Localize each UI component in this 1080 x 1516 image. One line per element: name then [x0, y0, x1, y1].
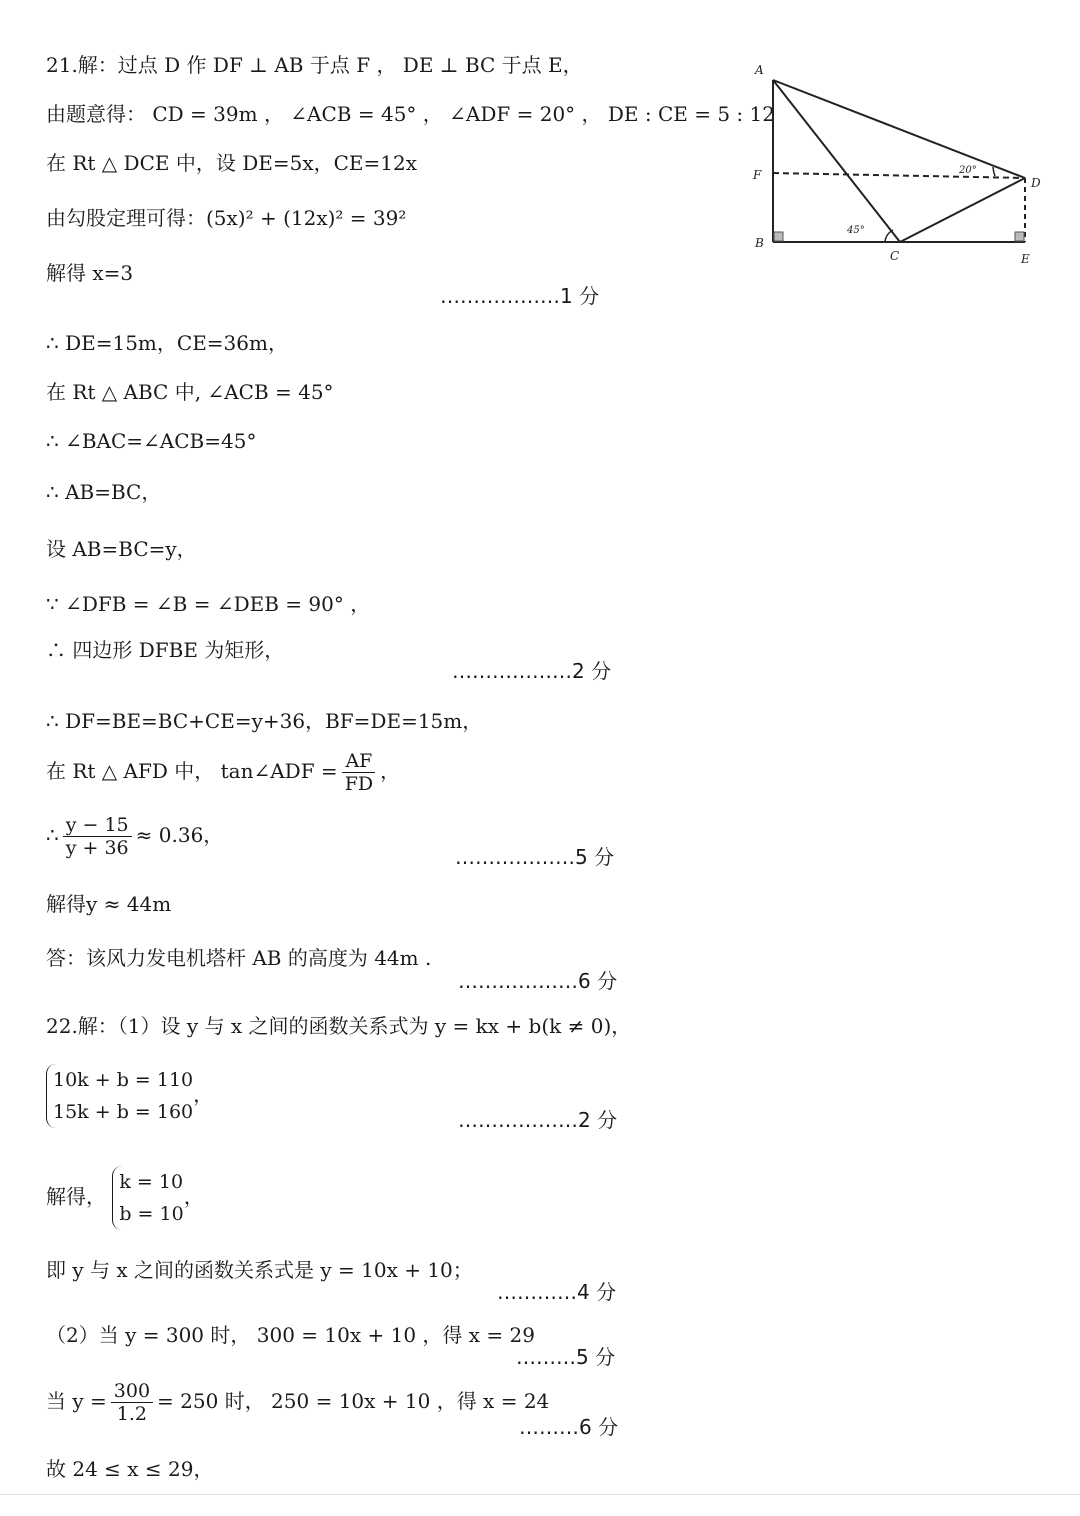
q22-line-3: 即 y 与 x 之间的函数关系式是 y = 10x + 10；	[46, 1258, 473, 1282]
q21-line-15	[46, 814, 223, 859]
q21-score-2: ………………2 分	[452, 659, 612, 683]
system-comma: ，	[193, 1082, 214, 1107]
label-c: C	[890, 249, 900, 263]
q22-solution	[46, 1166, 204, 1230]
q21-line-4: 由勾股定理可得：(5x)² + (12x)² = 39²	[46, 206, 407, 230]
fraction-numerator: AF	[342, 750, 375, 773]
q21-line-3: 在 Rt △ DCE 中，设 DE=5x，CE=12x	[46, 151, 417, 175]
page-bottom-rule	[0, 1494, 1080, 1495]
q21-line-14-text: 在 Rt △ AFD 中， tan∠ADF =	[46, 759, 338, 783]
q22-score-1: ………………2 分	[458, 1108, 618, 1132]
ratio-fraction	[63, 814, 132, 859]
equation-1: 10k + b = 110	[53, 1069, 194, 1091]
label-f: F	[753, 168, 762, 182]
q21-line-12: ∴ 四边形 DFBE 为矩形，	[46, 638, 285, 662]
q21-line-9: ∴ AB=BC，	[46, 480, 162, 504]
solution-k: k = 10	[119, 1171, 184, 1193]
q21-line-2: 由题意得： CD = 39m ， ∠ACB = 45° ， ∠ADF = 20° ， DE : CE = 5 : 12	[46, 102, 775, 126]
q22-score-4: ………6 分	[519, 1415, 619, 1439]
segment-fd-dashed	[773, 173, 1025, 178]
q21-line-14-tail: ，	[380, 759, 401, 783]
fraction-denominator: FD	[344, 773, 374, 795]
tan-fraction	[342, 750, 376, 795]
segment-cd	[900, 178, 1025, 242]
angle-20-arc	[993, 167, 995, 176]
q21-answer: 答：该风力发电机塔杆 AB 的高度为 44m .	[46, 946, 432, 970]
q21-line-10: 设 AB=BC=y，	[46, 537, 197, 561]
label-e: E	[1021, 252, 1030, 266]
q21-score-3: ………………5 分	[455, 845, 615, 869]
q21-line-11: ∵ ∠DFB = ∠B = ∠DEB = 90° ，	[46, 592, 371, 616]
fraction-denominator: 1.2	[116, 1403, 148, 1425]
label-angle-20: 20°	[959, 165, 977, 176]
q21-line-15-tail: ≈ 0.36，	[135, 823, 224, 847]
q22-line-1: 22.解：（1）设 y 与 x 之间的函数关系式为 y = kx + b(k ≠ 0)，	[46, 1014, 632, 1038]
q22-score-2: …………4 分	[497, 1280, 617, 1304]
geometry-figure	[745, 55, 1045, 270]
right-angle-b	[774, 232, 783, 241]
q21-line-16: 解得y ≈ 44m	[46, 892, 172, 916]
q21-line-5: 解得 x=3	[46, 261, 134, 285]
right-angle-e	[1015, 232, 1024, 241]
q21-line-8: ∴ ∠BAC=∠ACB=45°	[46, 429, 257, 453]
q21-score-1: ………………1 分	[440, 284, 600, 308]
q21-line-7: 在 Rt △ ABC 中, ∠ACB = 45°	[46, 380, 334, 404]
equation-2: 15k + b = 160	[53, 1101, 194, 1123]
label-angle-45: 45°	[847, 225, 865, 236]
label-a: A	[755, 63, 764, 77]
solution-b: b = 10	[119, 1203, 184, 1225]
equation-system	[46, 1064, 193, 1128]
q22-line-6: 故 24 ≤ x ≤ 29，	[46, 1457, 214, 1481]
therefore-symbol: ∴	[46, 823, 59, 847]
price-fraction	[111, 1380, 153, 1425]
q22-line-5-start: 当 y =	[46, 1389, 107, 1413]
q21-line-6: ∴ DE=15m，CE=36m，	[46, 331, 288, 355]
q22-score-3: ………5 分	[516, 1345, 616, 1369]
q22-line-5-tail: = 250 时， 250 = 10x + 10 ，得 x = 24	[157, 1389, 550, 1413]
q22-line-5	[46, 1380, 549, 1425]
solution-comma: ，	[183, 1184, 204, 1209]
q21-line-1: 21.解：过点 D 作 DF ⊥ AB 于点 F ， DE ⊥ BC 于点 E，	[46, 53, 583, 77]
fraction-numerator: 300	[111, 1380, 153, 1403]
fraction-denominator: y + 36	[65, 837, 129, 859]
solution-system	[112, 1166, 183, 1230]
q21-line-14	[46, 750, 400, 795]
label-b: B	[755, 236, 764, 250]
q22-system	[46, 1064, 213, 1128]
q21-line-13: ∴ DF=BE=BC+CE=y+36，BF=DE=15m，	[46, 709, 483, 733]
q21-score-4: ………………6 分	[458, 969, 618, 993]
q22-line-4: （2）当 y = 300 时， 300 = 10x + 10 ，得 x = 29	[46, 1323, 535, 1347]
label-d: D	[1031, 176, 1041, 190]
solution-label: 解得，	[46, 1184, 106, 1209]
fraction-numerator: y − 15	[63, 814, 132, 837]
